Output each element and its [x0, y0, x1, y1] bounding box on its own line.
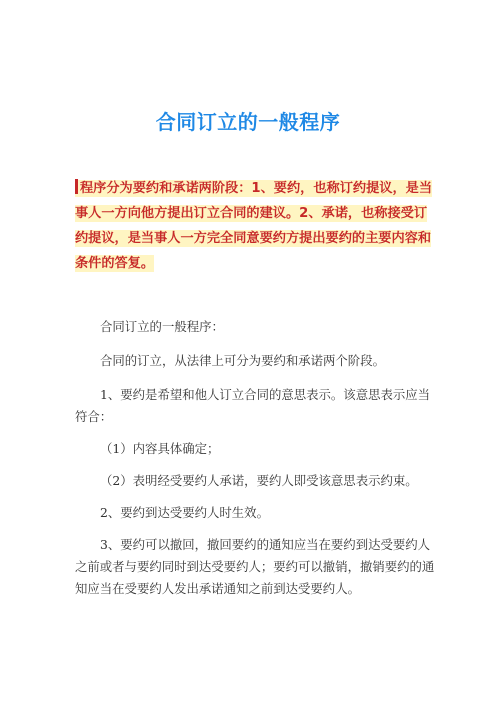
summary-block — [75, 176, 435, 276]
summary-text: 程序分为要约和承诺两阶段：1、要约，也称订约提议，是当事人一方向他方提出订立合同的建议。2、承诺，也称接受订约提议，是当事人一方完全同意要约方提出要约的主要内容和条件的答复。 — [75, 181, 433, 271]
document-title: 合同订立的一般程序 — [155, 110, 341, 134]
paragraph: （1）内容具体确定； — [100, 441, 220, 456]
paragraph: 3、要约可以撤回，撤回要约的通知应当在要约到达受要约人之前或者与要约同时到达受要约人；要约可以撤销，撤销要约的通知应当在受要约人发出承诺通知之前到达受要约人。 — [75, 537, 435, 596]
document-body — [75, 316, 435, 610]
paragraph: 合同的订立，从法律上可分为要约和承诺两个阶段。 — [100, 353, 385, 368]
paragraph: 合同订立的一般程序： — [100, 319, 224, 334]
paragraph: 2、要约到达受要约人时生效。 — [100, 505, 269, 520]
summary-marker — [75, 179, 78, 194]
summary-highlight — [75, 180, 432, 272]
paragraph: 1、要约是希望和他人订立合同的意思表示。该意思表示应当符合： — [75, 387, 431, 424]
paragraph: （2）表明经受要约人承诺，要约人即受该意思表示约束。 — [100, 473, 418, 488]
